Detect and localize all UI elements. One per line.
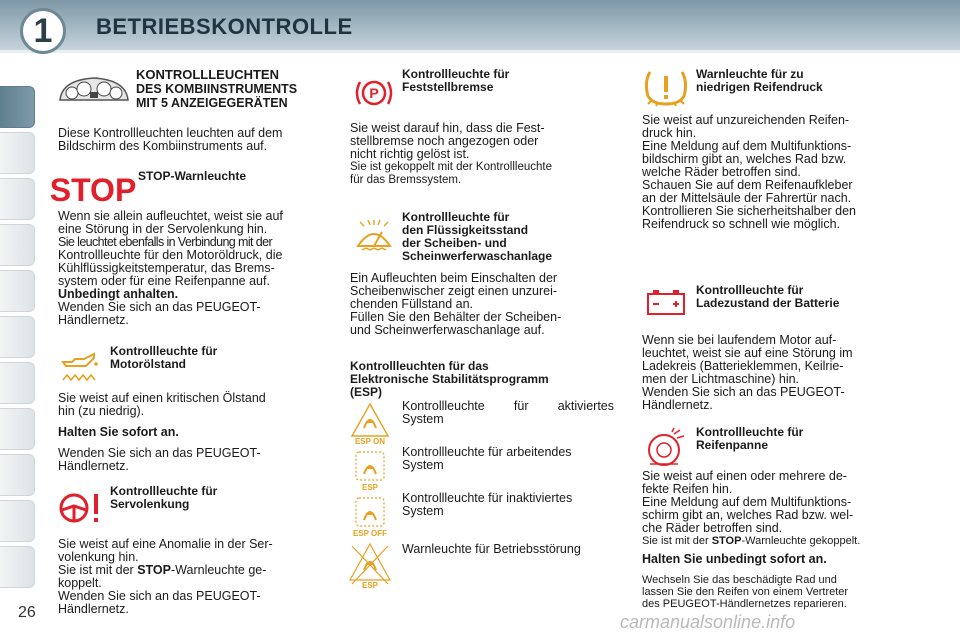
side-tab[interactable] <box>0 316 35 358</box>
text-line: Händlernetz. <box>642 398 713 412</box>
washer-fluid-description <box>350 272 612 337</box>
esp-inactive-text <box>402 492 614 518</box>
title-line: Ladezustand der Batterie <box>696 296 840 310</box>
text-line: schirm gibt an, welches Rad bzw. wel- <box>642 508 854 522</box>
low-tyre-pressure-title <box>696 68 823 94</box>
text-line: Händlernetz. <box>58 459 129 473</box>
page-title: BETRIEBSKONTROLLE <box>96 14 353 39</box>
text-line: men der Lichtmaschine) hin. <box>642 372 800 386</box>
text-line: Füllen Sie den Behälter der Scheiben- <box>350 310 562 324</box>
title-line: Kontrollleuchte für <box>110 344 218 358</box>
text-line: Sie weist auf einen oder mehrere de- <box>642 469 847 483</box>
section-heading <box>136 68 297 110</box>
side-tab[interactable] <box>0 546 35 588</box>
power-steering-icon <box>58 490 104 526</box>
esp-working-text <box>402 446 614 472</box>
instrument-cluster-icon <box>58 74 130 104</box>
text-line: druck hin. <box>642 126 697 140</box>
esp-on-icon <box>348 402 392 446</box>
text-line: Sie leuchtet ebenfalls in Verbindung mit der <box>58 235 273 249</box>
text-part: -Warnleuchte ge- <box>171 563 267 577</box>
text-line: bildschirm gibt an, welches Rad bzw. <box>642 152 847 166</box>
text-line: Kontrollleuchte für den Motoröldruck, die <box>58 248 283 262</box>
esp-working-icon <box>348 448 392 494</box>
text-line: an der Mittelsäule der Fahrertür nach. <box>642 191 852 205</box>
text-line: Kontrollleuchte für inaktiviertes <box>402 491 573 505</box>
chapter-number-badge <box>20 8 66 54</box>
page-number: 26 <box>18 604 36 621</box>
flat-tyre-icon <box>644 428 686 468</box>
text-line: System <box>402 412 444 426</box>
text-line: che Räder betroffen sind. <box>642 521 783 535</box>
text-line: Kühlflüssigkeitstemperatur, das Brems- <box>58 261 275 275</box>
esp-off-label: ESP OFF <box>352 529 388 538</box>
stop-description <box>58 210 318 327</box>
parking-brake-icon <box>352 76 396 110</box>
text-line: nicht richtig gelöst ist. <box>350 147 470 161</box>
title-line: Elektronische Stabilitätsprogramm <box>350 372 549 386</box>
text-line: Sie weist auf einen kritischen Ölstand <box>58 391 266 405</box>
text-line: hin (zu niedrig). <box>58 404 145 418</box>
heading-line: DES KOMBIINSTRUMENTS <box>136 82 298 96</box>
text-line: welche Räder betroffen sind. <box>642 165 801 179</box>
heading-line: KONTROLLLEUCHTEN <box>136 67 279 82</box>
text-line: und Scheinwerferwaschanlage auf. <box>350 323 545 337</box>
esp-label: ESP <box>361 483 379 492</box>
text-line: Wenden Sie sich an das PEUGEOT- <box>58 446 261 460</box>
title-line: Kontrollleuchte für <box>110 484 218 498</box>
text-line: Wenden Sie sich an das PEUGEOT- <box>642 385 845 399</box>
text-line: koppelt. <box>58 576 102 590</box>
text-line: volenkung hin. <box>58 550 139 564</box>
text-line: des PEUGEOT-Händlernetzes reparieren. <box>642 598 847 610</box>
esp-active-text <box>402 400 614 426</box>
battery-title <box>696 284 839 310</box>
intro-text <box>58 127 282 153</box>
text-line: fekte Reifen hin. <box>642 482 733 496</box>
text-line: Halten Sie unbedingt sofort an. <box>642 552 827 566</box>
text-line: chenden Füllstand an. <box>350 297 474 311</box>
title-line: Warnleuchte für zu <box>696 67 804 81</box>
text-part: STOP <box>137 563 171 577</box>
text-line: Wechseln Sie das beschädigte Rad und <box>642 574 837 586</box>
text-line: leuchtet, weist sie auf eine Störung im <box>642 346 853 360</box>
side-tab[interactable] <box>0 362 35 404</box>
title-line: Kontrollleuchte für <box>696 425 804 439</box>
esp-title <box>350 360 549 399</box>
low-tyre-pressure-icon <box>642 68 690 110</box>
text-line: Sie ist gekoppelt mit der Kontrollleuchte <box>350 161 552 173</box>
side-tab[interactable] <box>0 270 35 312</box>
text-part: STOP <box>711 535 742 547</box>
title-line: Reifenpanne <box>696 438 769 452</box>
esp-fault-text: Warnleuchte für Betriebsstörung <box>402 542 581 556</box>
stop-title: STOP-Warnleuchte <box>138 169 247 183</box>
text-line: Scheibenwischer zeigt einen unzurei- <box>350 284 558 298</box>
text-line: Wenn sie bei laufendem Motor auf- <box>642 333 837 347</box>
oil-description <box>58 392 318 473</box>
side-tab-active[interactable] <box>0 86 35 128</box>
text-line: Eine Meldung auf dem Multifunktions- <box>642 495 852 509</box>
side-tab[interactable] <box>0 224 35 266</box>
text-line: Wenden Sie sich an das PEUGEOT- <box>58 300 261 314</box>
battery-icon <box>646 286 686 316</box>
text-line: Kontrollleuchte für arbeitendes <box>402 445 572 459</box>
text-line: Schauen Sie auf dem Reifenaufkleber <box>642 178 853 192</box>
washer-fluid-title <box>402 211 552 263</box>
title-line: Servolenkung <box>110 497 190 511</box>
text-line: Wenden Sie sich an das PEUGEOT- <box>58 589 261 603</box>
heading-line: MIT 5 ANZEIGEGERÄTEN <box>136 96 288 110</box>
text-line: Unbedingt anhalten. <box>58 287 179 301</box>
text-line: Reifendruck so schnell wie möglich. <box>642 217 841 231</box>
parking-brake-title <box>402 68 509 94</box>
side-tab[interactable] <box>0 500 35 542</box>
header-divider <box>0 50 960 53</box>
side-tab[interactable] <box>0 178 35 220</box>
text-part: Sie ist mit der <box>58 563 138 577</box>
title-line: Feststellbremse <box>402 80 494 94</box>
title-line: Kontrollleuchten für das <box>350 359 489 373</box>
side-tab-strip <box>0 60 38 580</box>
power-steering-title <box>110 485 217 511</box>
title-line: Kontrollleuchte für <box>696 283 804 297</box>
oil-level-icon <box>60 350 100 386</box>
svg-text:P: P <box>369 85 379 101</box>
watermark: carmanualsonline.info <box>620 612 796 632</box>
washer-fluid-icon <box>354 218 394 254</box>
text-line: Eine Meldung auf dem Multifunktions- <box>642 139 852 153</box>
side-tab[interactable] <box>0 454 35 496</box>
text-line: Kontrollieren Sie sicherheitshalber den <box>642 204 857 218</box>
stop-warning-icon <box>49 172 137 208</box>
flat-tyre-title <box>696 426 803 452</box>
text-line: Bildschirm des Kombiinstruments auf. <box>58 139 268 153</box>
title-line: Kontrollleuchte für <box>402 67 510 81</box>
text-part: -Warnleuchte gekoppelt. <box>741 535 861 547</box>
power-steering-description <box>58 538 318 616</box>
side-tab[interactable] <box>0 408 35 450</box>
text-part: Sie ist mit der <box>642 535 712 547</box>
parking-brake-description <box>350 122 612 187</box>
oil-title <box>110 345 217 371</box>
esp-fault-label: ESP <box>361 581 379 590</box>
text-line: Sie weist auf unzureichenden Reifen- <box>642 113 850 127</box>
battery-description <box>642 334 904 412</box>
text-line: Händlernetz. <box>58 313 129 327</box>
text-line: Halten Sie sofort an. <box>58 425 179 439</box>
title-line: niedrigen Reifendruck <box>696 80 823 94</box>
flat-tyre-description <box>642 470 904 610</box>
text-line: Ein Aufleuchten beim Einschalten der <box>350 271 558 285</box>
text-line: für das Bremssystem. <box>350 174 462 186</box>
esp-on-label: ESP ON <box>354 437 386 446</box>
text-line: Wenn sie allein aufleuchtet, weist sie auf <box>58 209 283 223</box>
title-line: Kontrollleuchte für <box>402 210 510 224</box>
text-line: Diese Kontrollleuchten leuchten auf dem <box>58 126 283 140</box>
title-line: den Flüssigkeitsstand <box>402 223 529 237</box>
text-line <box>642 535 904 547</box>
text-line: Sie weist auf eine Anomalie in der Ser- <box>58 537 273 551</box>
text-line: Sie weist darauf hin, dass die Fest- <box>350 121 545 135</box>
stop-icon-text: STOP <box>49 172 137 208</box>
title-line: Scheinwerferwaschanlage <box>402 249 553 263</box>
title-line: Motorölstand <box>110 357 186 371</box>
text-line: system oder für eine Reifenpanne auf. <box>58 274 270 288</box>
text-line: Ladekreis (Batterieklemmen, Keilrie- <box>642 359 844 373</box>
text-line: Händlernetz. <box>58 602 129 616</box>
title-line: der Scheiben- und <box>402 236 507 250</box>
text-line: System <box>402 504 444 518</box>
side-tab[interactable] <box>0 132 35 174</box>
text-line: eine Störung in der Servolenkung hin. <box>58 222 268 236</box>
text-line: stellbremse noch angezogen oder <box>350 134 539 148</box>
text-line: Kontrollleuchte für aktiviertes <box>402 399 614 413</box>
title-line: (ESP) <box>350 385 383 399</box>
esp-fault-icon <box>346 540 394 590</box>
text-line: lassen Sie den Reifen von einem Vertreter <box>642 586 849 598</box>
esp-off-icon <box>348 494 392 540</box>
chapter-number: 1 <box>33 11 53 50</box>
text-line: System <box>402 458 444 472</box>
low-tyre-pressure-description <box>642 114 904 231</box>
